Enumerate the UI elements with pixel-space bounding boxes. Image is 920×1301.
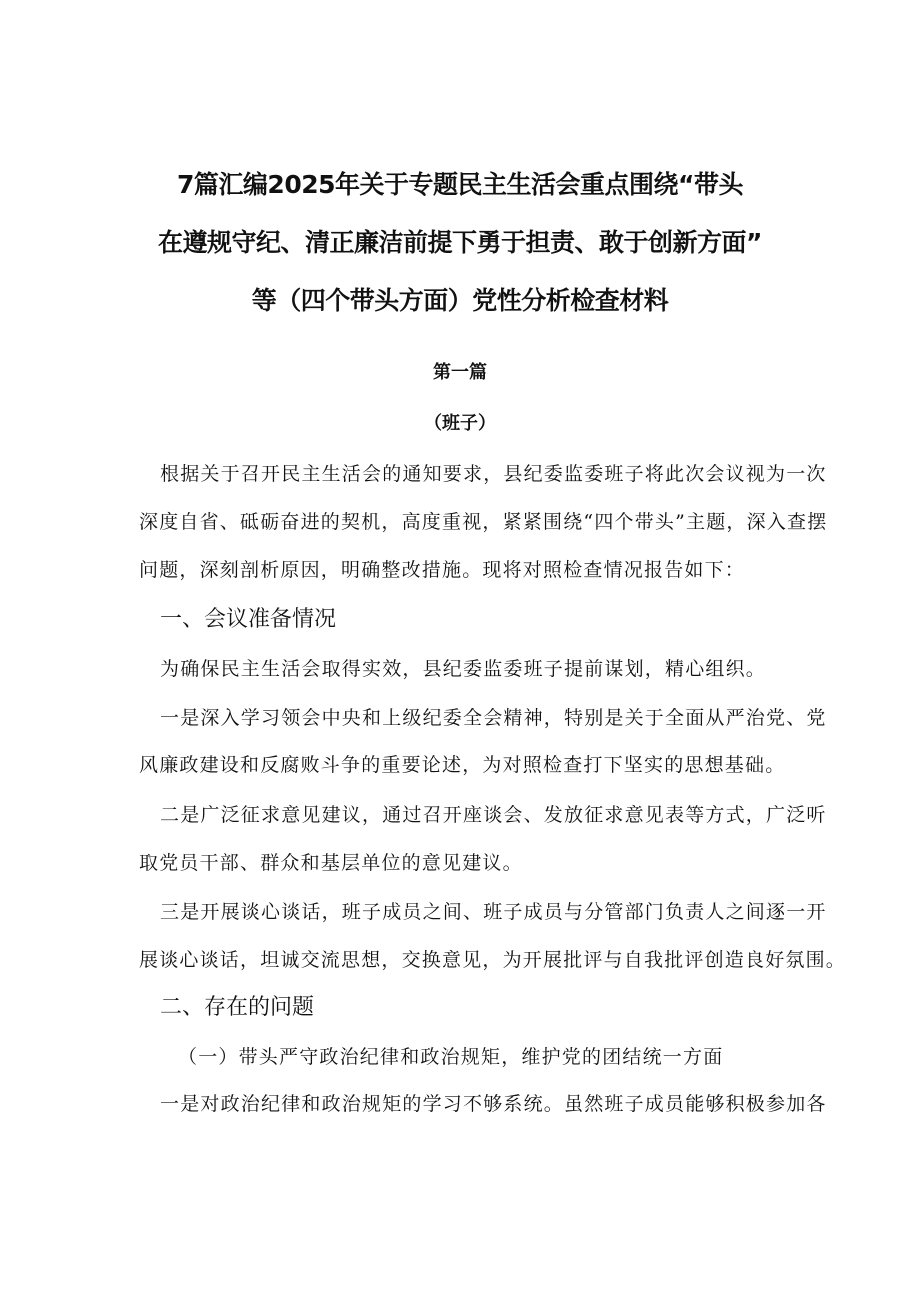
intro-line-3: 问题，深刻剖析原因，明确整改措施。现将对照检查情况报告如下： <box>139 559 746 581</box>
document-title <box>100 156 820 330</box>
section-1-heading: 一、会议准备情况 <box>160 607 337 632</box>
title-line-3: 等（四个带头方面）党性分析检查材料 <box>251 286 669 315</box>
title-line-2: 在遵规守纪、清正廉洁前提下勇于担责、敢于创新方面” <box>158 228 762 257</box>
section-1-p2-line-1: 二是广泛征求意见建议，通过召开座谈会、发放征求意见表等方式，广泛听 <box>160 804 827 826</box>
title-line-1: 7篇汇编2025年关于专题民主生活会重点围绕“带头 <box>177 170 743 199</box>
section-1-p2-line-2: 取党员干部、群众和基层单位的意见建议。 <box>139 852 523 874</box>
section-1-p1-line-1: 一是深入学习领会中央和上级纪委全会精神，特别是关于全面从严治党、党 <box>160 707 827 729</box>
section-2-subheading-1: （一）带头严守政治纪律和政治规矩，维护党的团结统一方面 <box>178 1046 724 1068</box>
section-2-heading: 二、存在的问题 <box>160 995 315 1020</box>
intro-line-2: 深度自省、砥砺奋进的契机，高度重视，紧紧围绕“四个带头”主题，深入查摆 <box>139 511 828 533</box>
section-1-paragraph-0: 为确保民主生活会取得实效，县纪委监委班子提前谋划，精心组织。 <box>160 658 767 680</box>
section-1-p3-line-1: 三是开展谈心谈话，班子成员之间、班子成员与分管部门负责人之间逐一开 <box>160 901 827 923</box>
intro-line-1: 根据关于召开民主生活会的通知要求，县纪委监委班子将此次会议视为一次 <box>160 463 827 485</box>
section-2-paragraph-1: 一是对政治纪律和政治规矩的学习不够系统。虽然班子成员能够积极参加各 <box>160 1093 827 1115</box>
part-label: 第一篇 <box>433 362 487 383</box>
section-1-p1-line-2: 风廉政建设和反腐败斗争的重要论述，为对照检查打下坚实的思想基础。 <box>139 754 786 776</box>
part-subtitle: （班子） <box>424 413 496 434</box>
section-1-p3-line-2: 展谈心谈话，坦诚交流思想，交换意见，为开展批评与自我批评创造良好氛围。 <box>139 949 847 971</box>
